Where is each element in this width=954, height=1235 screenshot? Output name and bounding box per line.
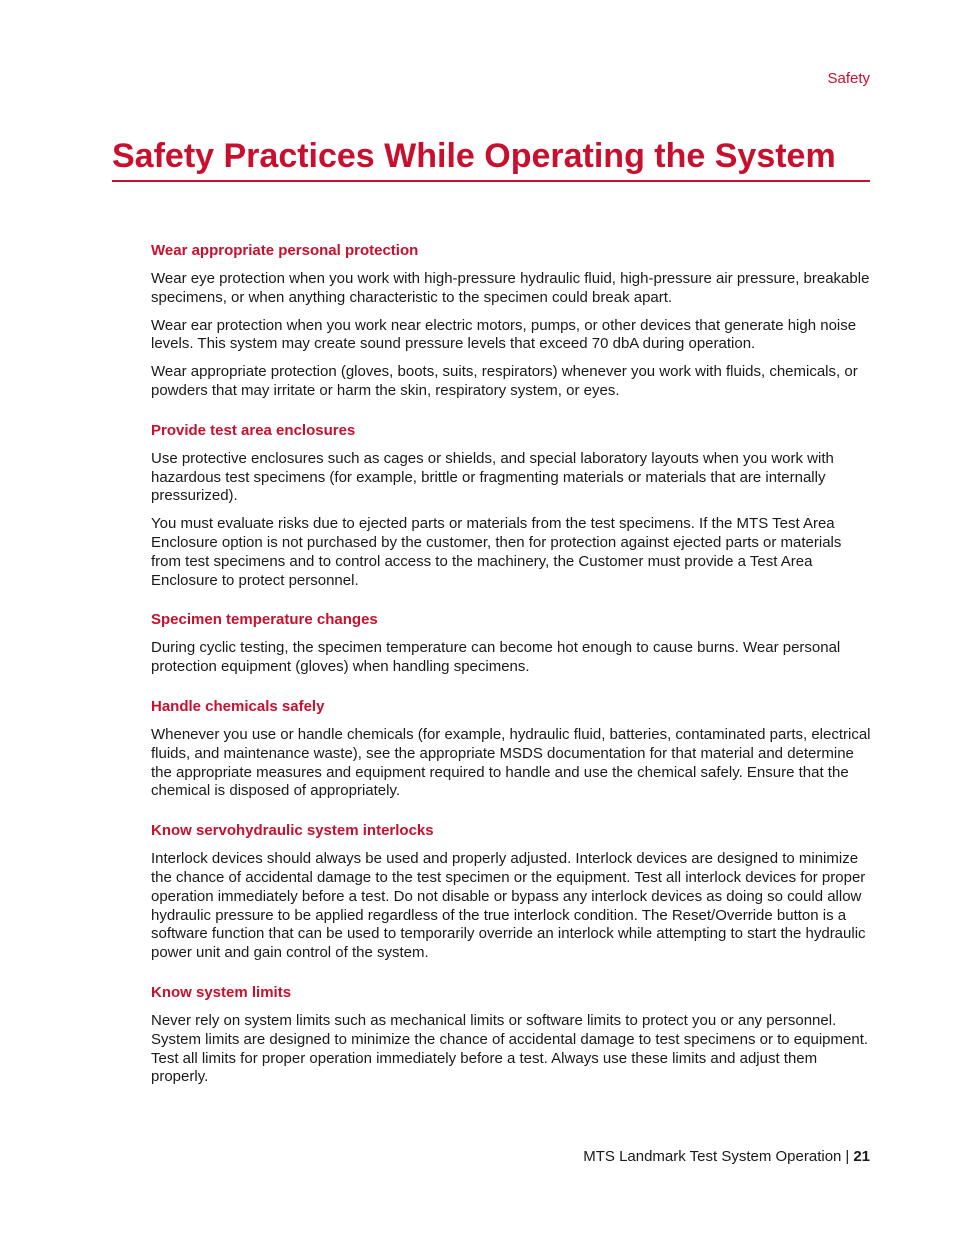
paragraph: Wear appropriate protection (gloves, boots, suits, respirators) whenever you work with fluids, chemicals, or powders that may irritate or harm the skin, respiratory system, or eyes.: [151, 363, 858, 399]
paragraph: During cyclic testing, the specimen temperature can become hot enough to cause burns. Wear personal protection equipment (gloves) when handling specimens.: [151, 639, 841, 676]
paragraph: Whenever you use or handle chemicals (for example, hydraulic fluid, batteries, contaminated parts, electrical fluids, and maintenance waste), see the appropriate MSDS documentation for that material and determine the appropriate measures and equipment required to handle and use the chemical safely. Ensure that the chemical is disposed of appropriately.: [151, 725, 871, 800]
section-system-limits: [151, 983, 871, 1087]
paragraph: Wear eye protection when you work with high-pressure hydraulic fluid, high-pressure air pressure, breakable specimens, or when anything characteristic to the specimen could break apart.: [151, 270, 870, 306]
paragraph: Wear ear protection when you work near electric motors, pumps, or other devices that generate high noise levels. This system may create sound pressure levels that exceed 70 dbA during operation.: [151, 316, 857, 353]
section-heading: Know system limits: [151, 983, 292, 1001]
section-interlocks: [151, 821, 871, 963]
page-title: Safety Practices While Operating the System: [112, 136, 870, 182]
footer-doc-title: MTS Landmark Test System Operation: [583, 1148, 842, 1165]
running-header-section-label: Safety: [827, 70, 870, 87]
section-heading: Wear appropriate personal protection: [151, 242, 419, 259]
paragraph: Never rely on system limits such as mechanical limits or software limits to protect you or any personnel. System limits are designed to minimize the chance of accidental damage to test specimens or to equipment. Test all limits for proper operation immediately before a test. Always use these limits and adjust them properly.: [151, 1011, 869, 1086]
section-heading: Specimen temperature changes: [151, 611, 378, 629]
paragraph: You must evaluate risks due to ejected parts or materials from the test specimens. If the MTS Test Area Enclosure option is not purchased by the customer, then for protection against ejected parts or materials from test specimens and to control access to the machinery, the Customer must provide a Test Area Enclosure to protect personnel.: [151, 515, 842, 589]
section-heading: Handle chemicals safely: [151, 697, 325, 715]
section-handle-chemicals: [151, 697, 871, 801]
paragraph: Use protective enclosures such as cages or shields, and special laboratory layouts when you work with hazardous test specimens (for example, brittle or fragmenting materials or materials that are internally pressurized).: [151, 449, 834, 505]
section-heading: Know servohydraulic system interlocks: [151, 822, 434, 840]
footer-separator: |: [845, 1148, 850, 1165]
section-specimen-temperature: [151, 610, 871, 677]
paragraph: Interlock devices should always be used and properly adjusted. Interlock devices are designed to minimize the chance of accidental damage to the test specimen or the equipment. Test all interlock devices for proper operation immediately before a test. Do not disable or bypass any interlock devices as doing so could allow hydraulic pressure to be applied regardless of the true interlock condition. The Reset/Override button is a software function that can be used to temporarily override an interlock while attempting to start the hydraulic power unit and gain control of the system.: [151, 850, 866, 962]
footer-page-number: 21: [853, 1148, 870, 1165]
page-content: [151, 241, 871, 1107]
page-footer: [583, 1148, 870, 1165]
section-test-area-enclosures: [151, 421, 871, 591]
section-heading: Provide test area enclosures: [151, 421, 356, 439]
section-personal-protection: [151, 241, 871, 401]
